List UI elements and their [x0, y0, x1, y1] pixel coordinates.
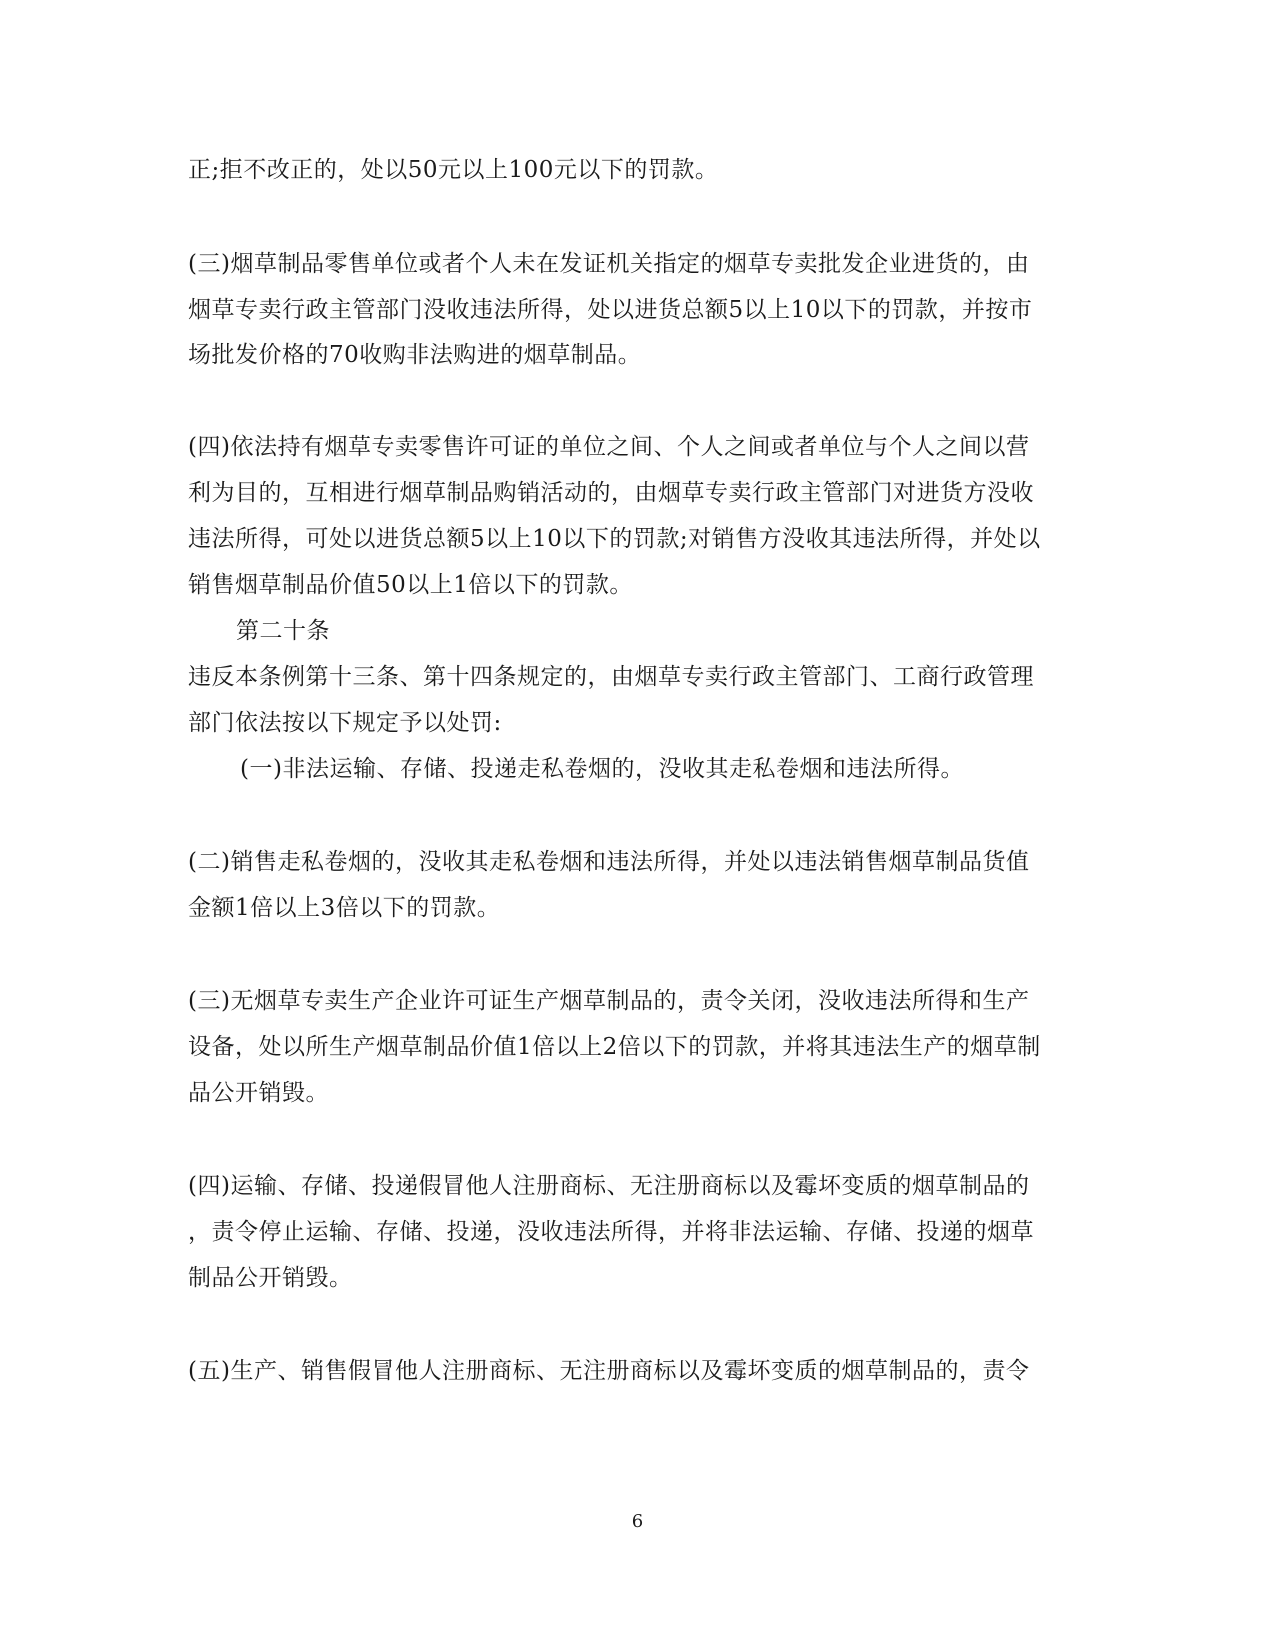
article-heading: 第二十条	[236, 618, 330, 644]
text-line: (三)无烟草专卖生产企业许可证生产烟草制品的，责令关闭，没收违法所得和生产	[188, 988, 1030, 1014]
page-number: 6	[631, 1511, 644, 1532]
text-line: (四)运输、存储、投递假冒他人注册商标、无注册商标以及霉坏变质的烟草制品的	[188, 1173, 1030, 1199]
text-line: (一)非法运输、存储、投递走私卷烟的，没收其走私卷烟和违法所得。	[240, 756, 964, 782]
text-line: 金额1倍以上3倍以下的罚款。	[188, 895, 501, 921]
text-line: 违反本条例第十三条、第十四条规定的，由烟草专卖行政主管部门、工商行政管理	[188, 664, 1034, 690]
text-line: 正;拒不改正的，处以50元以上100元以下的罚款。	[188, 157, 719, 183]
text-line: 违法所得，可处以进货总额5以上10以下的罚款;对销售方没收其违法所得，并处以	[188, 526, 1041, 552]
text-line: 利为目的，互相进行烟草制品购销活动的，由烟草专卖行政主管部门对进货方没收	[188, 480, 1034, 506]
text-line: (三)烟草制品零售单位或者个人未在发证机关指定的烟草专卖批发企业进货的，由	[188, 251, 1030, 277]
text-line: (二)销售走私卷烟的，没收其走私卷烟和违法所得，并处以违法销售烟草制品货值	[188, 849, 1030, 875]
text-line: 设备，处以所生产烟草制品价值1倍以上2倍以下的罚款，并将其违法生产的烟草制	[188, 1034, 1041, 1060]
text-line: 品公开销毁。	[188, 1080, 329, 1106]
text-line: 场批发价格的70收购非法购进的烟草制品。	[188, 342, 642, 368]
text-line: 烟草专卖行政主管部门没收违法所得，处以进货总额5以上10以下的罚款，并按市	[188, 297, 1033, 323]
text-line: 制品公开销毁。	[188, 1265, 353, 1291]
text-line: (四)依法持有烟草专卖零售许可证的单位之间、个人之间或者单位与个人之间以营	[188, 434, 1030, 460]
text-line: (五)生产、销售假冒他人注册商标、无注册商标以及霉坏变质的烟草制品的，责令	[188, 1358, 1030, 1384]
text-line: 部门依法按以下规定予以处罚:	[188, 710, 502, 736]
text-line: ，责令停止运输、存储、投递，没收违法所得，并将非法运输、存储、投递的烟草	[188, 1219, 1034, 1245]
text-line: 销售烟草制品价值50以上1倍以下的罚款。	[188, 572, 633, 598]
